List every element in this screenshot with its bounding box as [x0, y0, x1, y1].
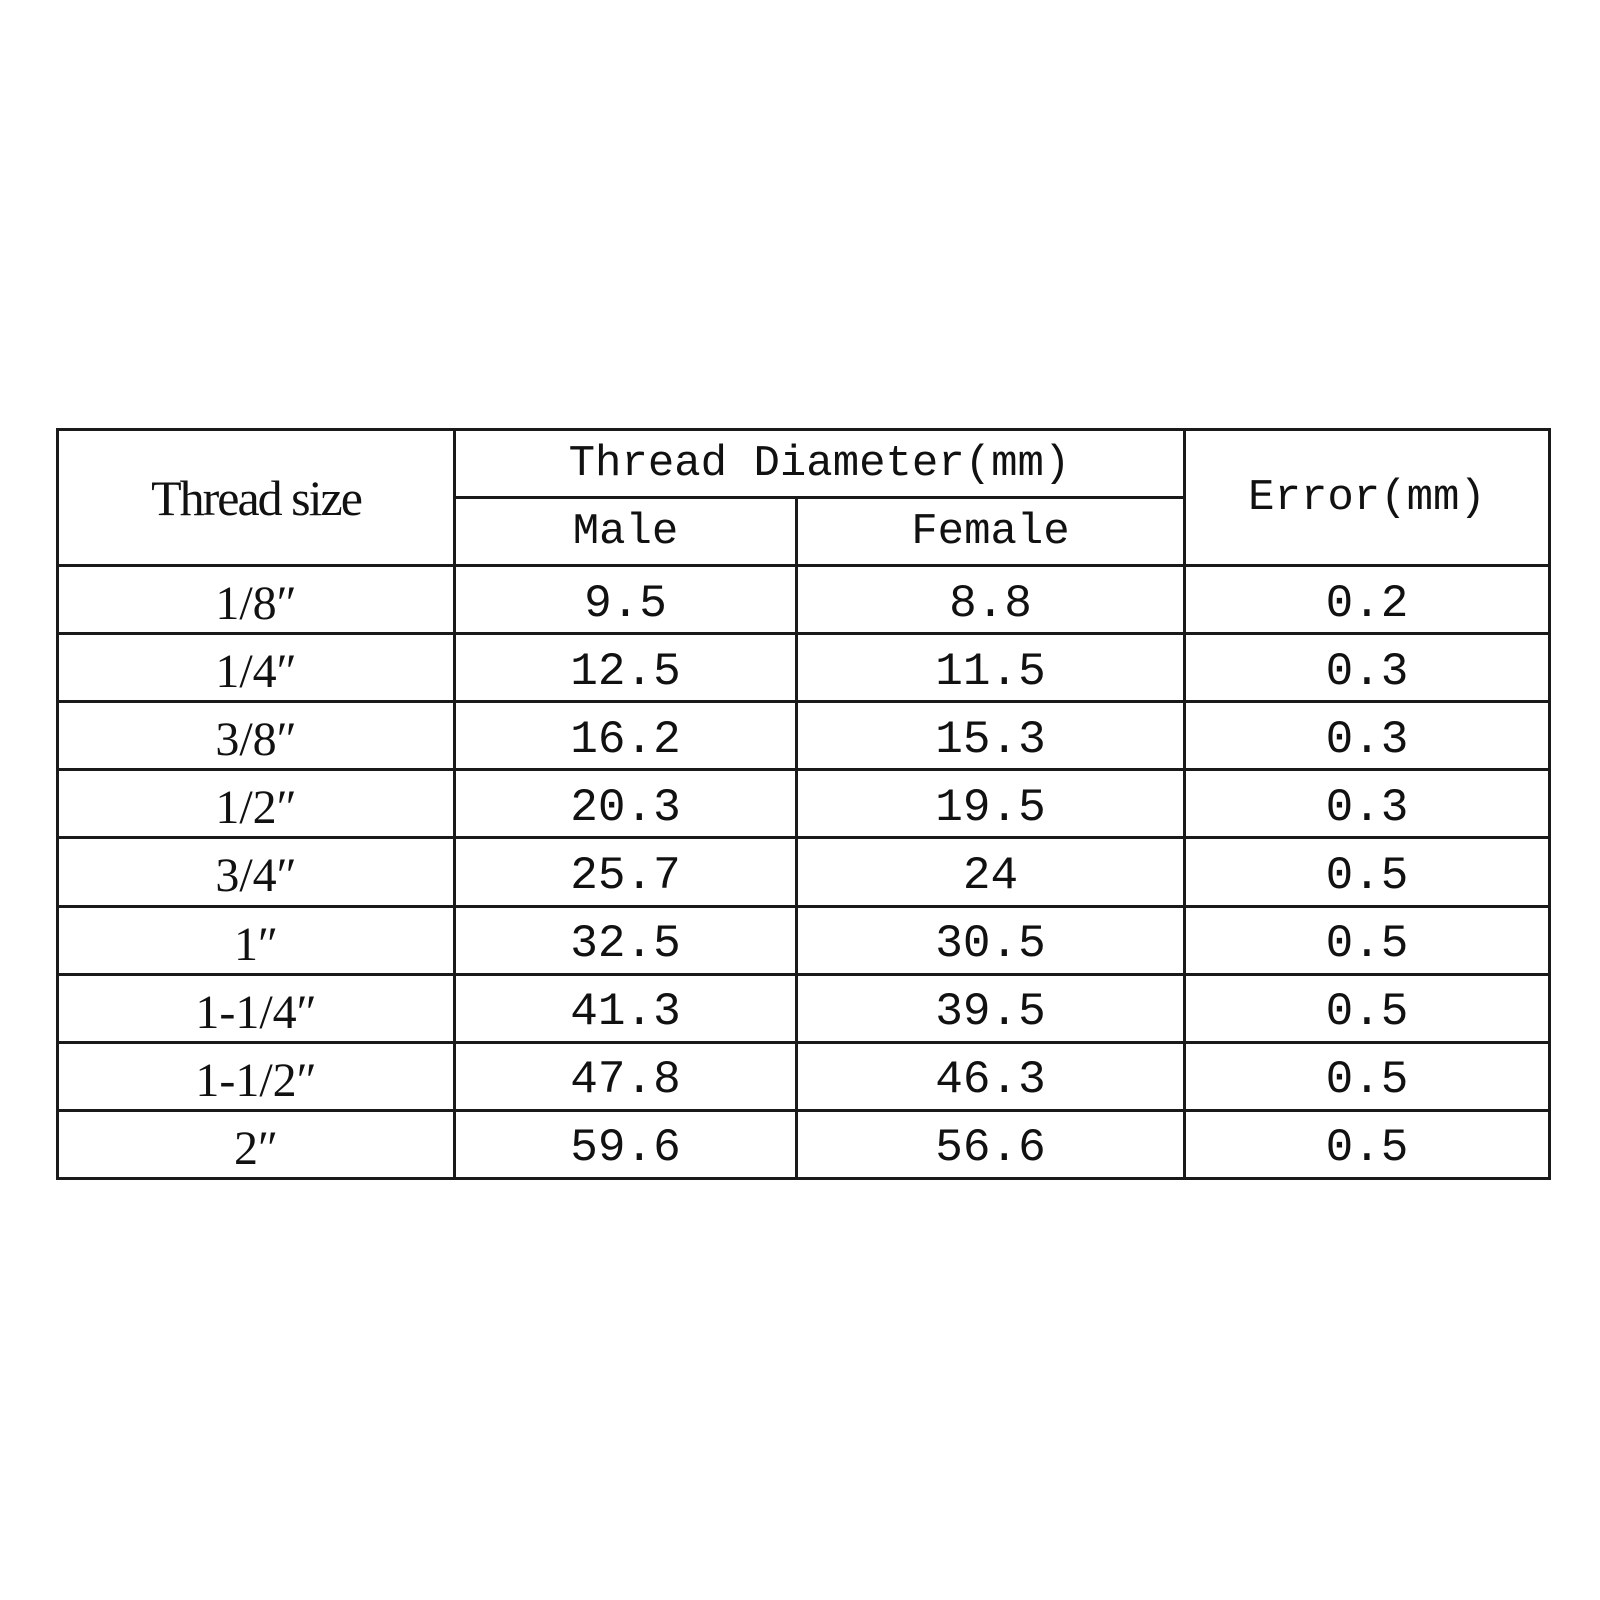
table-row [58, 906, 1550, 974]
cell-error: 0.5 [1185, 1110, 1550, 1178]
cell-female: 15.3 [797, 702, 1185, 770]
cell-female: 46.3 [797, 1042, 1185, 1110]
cell-error: 0.5 [1185, 1042, 1550, 1110]
cell-female: 19.5 [797, 770, 1185, 838]
cell-female: 56.6 [797, 1110, 1185, 1178]
table-row [58, 566, 1550, 634]
cell-thread-size: 1″ [58, 906, 455, 974]
cell-male: 47.8 [455, 1042, 797, 1110]
table-row [58, 770, 1550, 838]
cell-female: 39.5 [797, 974, 1185, 1042]
cell-thread-size: 1-1/4″ [58, 974, 455, 1042]
cell-thread-size: 3/8″ [58, 702, 455, 770]
cell-error: 0.3 [1185, 770, 1550, 838]
cell-male: 41.3 [455, 974, 797, 1042]
table-row [58, 634, 1550, 702]
cell-thread-size: 1/2″ [58, 770, 455, 838]
cell-female: 8.8 [797, 566, 1185, 634]
cell-thread-size: 3/4″ [58, 838, 455, 906]
cell-female: 24 [797, 838, 1185, 906]
header-thread-size: Thread size [58, 430, 455, 566]
header-thread-diameter: Thread Diameter(mm) [455, 430, 1185, 498]
cell-female: 30.5 [797, 906, 1185, 974]
table-row [58, 1110, 1550, 1178]
cell-error: 0.2 [1185, 566, 1550, 634]
cell-error: 0.5 [1185, 974, 1550, 1042]
cell-female: 11.5 [797, 634, 1185, 702]
table-row [58, 838, 1550, 906]
cell-error: 0.5 [1185, 838, 1550, 906]
cell-male: 59.6 [455, 1110, 797, 1178]
cell-thread-size: 2″ [58, 1110, 455, 1178]
cell-male: 20.3 [455, 770, 797, 838]
header-error: Error(mm) [1185, 430, 1550, 566]
cell-thread-size: 1-1/2″ [58, 1042, 455, 1110]
cell-male: 25.7 [455, 838, 797, 906]
cell-male: 16.2 [455, 702, 797, 770]
header-female: Female [797, 498, 1185, 566]
cell-error: 0.3 [1185, 702, 1550, 770]
thread-spec-table [56, 428, 1551, 1180]
header-male: Male [455, 498, 797, 566]
cell-male: 32.5 [455, 906, 797, 974]
cell-male: 9.5 [455, 566, 797, 634]
table-row [58, 702, 1550, 770]
cell-male: 12.5 [455, 634, 797, 702]
cell-error: 0.5 [1185, 906, 1550, 974]
cell-thread-size: 1/4″ [58, 634, 455, 702]
cell-thread-size: 1/8″ [58, 566, 455, 634]
cell-error: 0.3 [1185, 634, 1550, 702]
table-row [58, 1042, 1550, 1110]
table-row [58, 974, 1550, 1042]
